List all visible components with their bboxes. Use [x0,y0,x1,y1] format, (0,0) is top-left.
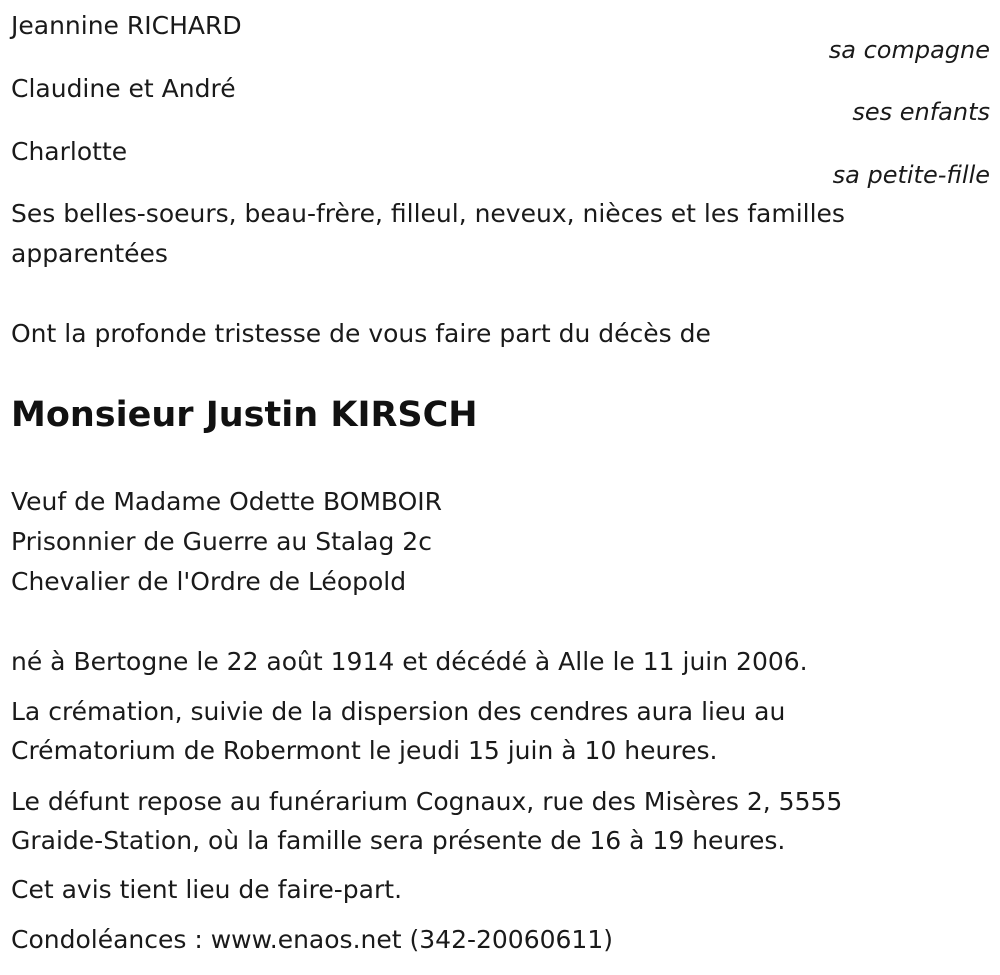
announcement-text: Ont la profonde tristesse de vous faire part du décès de [11,319,711,348]
family-member-name: Charlotte [11,137,128,166]
notice-text: Cet avis tient lieu de faire-part. [11,875,403,904]
family-member-relation: sa compagne [828,36,990,64]
condolences-text: Condoléances : www.enaos.net (342-20060611) [11,925,613,954]
family-member-relation: ses enfants [852,98,990,126]
extended-family-line: Ses belles-soeurs, beau-frère, filleul, neveux, nièces et les familles [11,199,845,228]
deceased-title: Prisonnier de Guerre au Stalag 2c [11,527,432,556]
family-member-relation: sa petite-fille [832,161,990,189]
birth-death-text: né à Bertogne le 22 août 1914 et décédé à Alle le 11 juin 2006. [11,647,808,676]
repose-text: Graide-Station, où la famille sera présente de 16 à 19 heures. [11,826,786,855]
deceased-title: Veuf de Madame Odette BOMBOIR [11,487,443,516]
extended-family-line: apparentées [11,239,168,268]
deceased-title: Chevalier de l'Ordre de Léopold [11,567,407,596]
cremation-text: Crématorium de Robermont le jeudi 15 juin à 10 heures. [11,736,718,765]
repose-text: Le défunt repose au funérarium Cognaux, rue des Misères 2, 5555 [11,787,843,816]
family-member-name: Jeannine RICHARD [11,11,242,40]
family-member-name: Claudine et André [11,74,236,103]
cremation-text: La crémation, suivie de la dispersion des cendres aura lieu au [11,697,786,726]
deceased-name: Monsieur Justin KIRSCH [11,395,478,435]
